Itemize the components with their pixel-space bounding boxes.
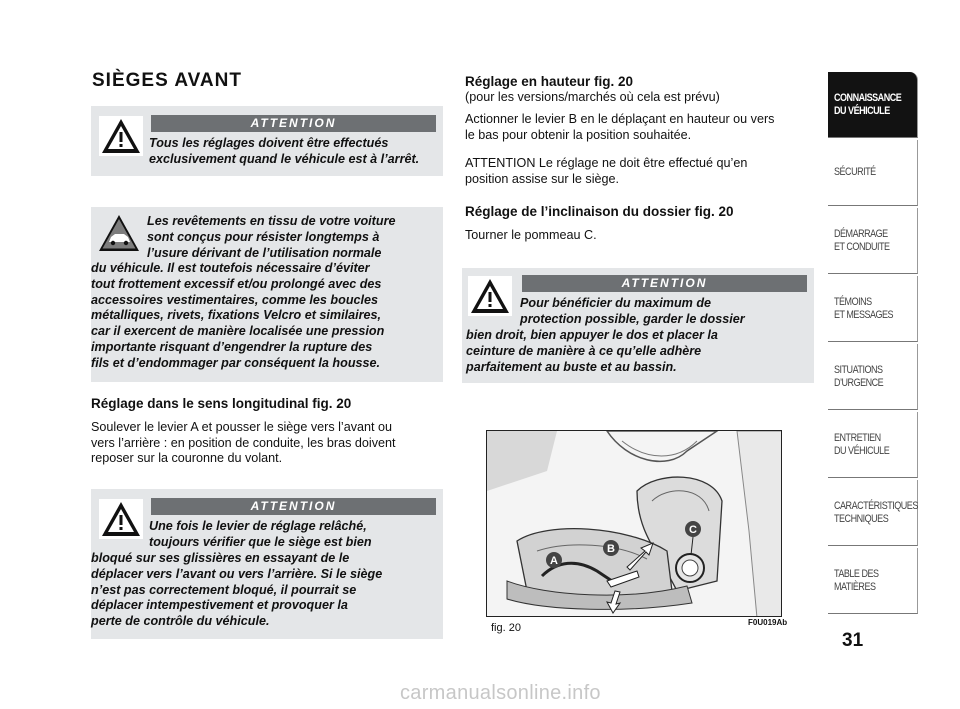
warning-box-1 (91, 106, 443, 176)
warning-text: Tous les réglages doivent être effectués exclusivement quand le véhicule est à l’arrêt. (149, 136, 420, 166)
tab-securite[interactable]: SÉCURITÉ (828, 140, 918, 206)
warning-text-indent: Une fois le levier de réglage relâché, toujours vérifier que le siège est bien (149, 519, 372, 549)
tab-demarrage[interactable]: DÉMARRAGE ET CONDUITE (828, 208, 918, 274)
marker-a-label: A (550, 555, 558, 567)
warning-triangle-icon (468, 276, 512, 316)
section-text-height-1: Actionner le levier B en le déplaçant en hauteur ou vers le bas pour obtenir la position souhaitée. (465, 112, 775, 142)
section-title-longitudinal: Réglage dans le sens longitudinal fig. 20 (91, 396, 352, 411)
section-subtitle-height: (pour les versions/marchés où cela est prévu) (465, 90, 720, 104)
warning-triangle-icon (99, 116, 143, 156)
section-title-recline: Réglage de l’inclinaison du dossier fig. 20 (465, 204, 734, 219)
attention-label: ATTENTION (151, 498, 436, 515)
marker-c-icon (685, 521, 701, 537)
marker-b-label: B (607, 543, 615, 555)
watermark-footer: carmanualsonline.info (400, 682, 601, 704)
section-text-longitudinal: Soulever le levier A et pousser le siège vers l’avant ou vers l’arrière : en position de conduite, les bras doivent reposer sur la couronne du volant. (91, 420, 396, 466)
section-title-height: Réglage en hauteur fig. 20 (465, 74, 634, 89)
seat-illustration (487, 431, 782, 617)
tab-caracteristiques[interactable]: CARACTÉRISTIQUES TECHNIQUES (828, 480, 918, 546)
marker-a-icon (546, 552, 562, 568)
warning-box-2 (91, 207, 443, 382)
tab-urgence[interactable]: SITUATIONS D’URGENCE (828, 344, 918, 410)
tab-connaissance[interactable]: CONNAISSANCE DU VÉHICULE (828, 72, 918, 138)
marker-b-icon (603, 540, 619, 556)
section-text-height-2: ATTENTION Le réglage ne doit être effectué qu’en position assise sur le siège. (465, 156, 748, 186)
figure-code: F0U019Ab (748, 618, 788, 627)
seat-figure (486, 430, 782, 617)
marker-c-label: C (689, 524, 697, 536)
warning-text-full: bloqué sur ses glissières en essayant de le déplacer vers l’avant ou vers l’arrière. Si le siège n’est pas correctement bloqué, il pourrait se déplacer intempestivement et provoquer la perte de contrôle du véhicule. (91, 551, 383, 629)
warning-text-full: du véhicule. Il est toutefois nécessaire d’éviter tout frottement excessif et/ou prolongé avec des accessoires vestimentaires, comme les boucles métalliques, rivets, fixations Velcro et similaires, car il exercent de manière localisée une pression importante risquant d’engendrer la rupture des fils et d’endommager par conséquent la housse. (91, 261, 385, 370)
warning-text-indent: Pour bénéficier du maximum de protection possible, garder le dossier (520, 296, 745, 326)
figure-label: fig. 20 (491, 622, 521, 634)
tab-temoins[interactable]: TÉMOINS ET MESSAGES (828, 276, 918, 342)
car-triangle-icon (97, 213, 141, 253)
tab-entretien[interactable]: ENTRETIEN DU VÉHICULE (828, 412, 918, 478)
warning-triangle-icon (99, 499, 143, 539)
tab-table-matieres[interactable]: TABLE DES MATIÈRES (828, 548, 918, 614)
warning-text-indent: Les revêtements en tissu de votre voiture sont conçus pour résister longtemps à l’usure dérivant de l’utilisation normale (147, 214, 396, 260)
page-title: SIÈGES AVANT (92, 70, 242, 91)
warning-box-3 (91, 489, 443, 639)
page-number: 31 (842, 630, 864, 651)
warning-text-full: bien droit, bien appuyer le dos et placer la ceinture de manière à ce qu’elle adhère parfaitement au buste et au bassin. (466, 328, 718, 374)
attention-label: ATTENTION (522, 275, 807, 292)
warning-box-4 (462, 268, 814, 383)
section-text-recline: Tourner le pommeau C. (465, 228, 597, 242)
attention-label: ATTENTION (151, 115, 436, 132)
